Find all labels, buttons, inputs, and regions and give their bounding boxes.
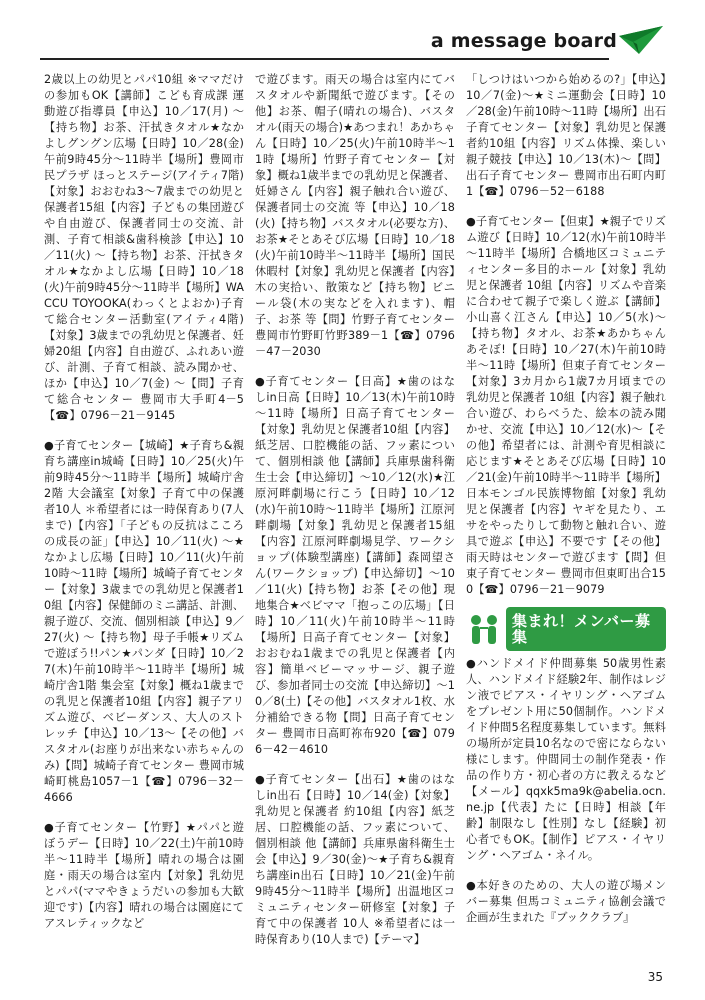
article-text: ●子育てセンター【城崎】★子育ち&親育ち講座in城崎【日時】10／25(火)午前9時45分～11時半【場所】城崎庁舎2階 大会議室【対象】子育て中の保護者10人 ＊希望者には一時保育あり(7人まで)【内容】「子どもの反抗はこころの成長の証」【申込】10／11(火) ～★なかよし広場【日時】10／11(火)午前10時～11時【場所】城崎子育てセンター【対象】3歳までの乳幼児と保護者10組【内容】保健師のミニ講話、計測、親子遊び、交流、個別相談【申込】9／27(火) ～【持ち物】母子手帳★リズムで遊ぼう!!パン★パンダ【日時】10／27(木)午前10時半～11時半【場所】城崎庁舎1階 集会室【対象】概ね1歳までの乳児と保護者10組【内容】親子アリズム遊び、ベビーダンス、大人のストレッチ【申込】10／13～【その他】バスタオル(お座りが出来ない赤ちゃんのみ)【問】城崎子育てセンター 豊岡市城崎町桃島1057－1【☎】0796－32－4666 [44,439,244,804]
banner-label: 集まれ！メンバー募集 [506,607,666,651]
page-number: 35 [647,970,663,984]
column-3 [466,72,666,940]
paper-plane-icon [619,26,663,54]
column-2 [255,72,455,962]
article-text: ●子育てセンター【但東】★親子でリズム遊び【日時】10／12(水)午前10時半～11時半【場所】合橋地区コミュニティセンター多目的ホール【対象】乳幼児と保護者 10組【内容】リズムや音楽に合わせて親子で楽しく遊ぶ【講師】小山喜く江さん【申込】10／5(水)～【持ち物】タオル、お茶★あかちゃんあそぼ!【日時】10／27(木)午前10時半～11時【場所】但東子育てセンター【対象】3カ月から1歳7カ月頃までの乳幼児と保護者 10組【内容】親子触れ合い遊び、わらべうた、絵本の読み聞かせ、交流【申込】10／12(水)～【その他】希望者には、計測や育児相談に応じます★そとあそび広場【日時】10／21(金)午前10時半～11時半【場所】日本モンゴル民族博物館【対象】乳幼児と保護者【内容】ヤギを見たり、エサをやったりして動物と触れ合い、遊具で遊ぶ【申込】不要です【その他】雨天時はセンターで遊びます【問】但東子育てセンター 豊岡市但東町出合150【☎】0796－21－9079 [466,215,666,596]
article-text: ●子育てセンター【出石】★歯のはなしin出石【日時】10／14(金)【対象】乳幼児と保護者 約10組【内容】紙芝居、口腔機能の話、フッ素について、個別相談 他【講師】兵庫県歯科衛生士会【申込】9／30(金)～★子育ち&親育ち講座in出石【日時】10／21(金)午前9時45分～11時半【場所】出温地区コミュニティセンター研修室【対象】子育て中の保護者 10人 ※希望者には一時保育あり(10人まで)【テーマ】 [255,773,455,946]
page-header [0,22,705,64]
article-text: ●子育てセンター【竹野】★パパと遊ぼうデー【日時】10／22(土)午前10時半～11時半【場所】晴れの場合は園庭・雨天の場合は室内【対象】乳幼児とパパ(ママやきょうだいの参加も大歓迎です)【内容】晴れの場合は園庭にてアスレティックなど [44,821,244,930]
column-1 [44,72,244,946]
article-text: 2歳以上の幼児とパパ10組 ※ママだけの参加もOK【講師】こども育成課 運動遊び指導員【申込】10／17(月) ～【持ち物】お茶、汗拭きタオル★なかよしグングン広場【日時】10／28(金) 午前9時45分～11時半【場所】豊岡市民プラザ ほっとステージ(アイティ7階)【対象】おおむね3～7歳までの幼児と保護者15組【内容】子どもの集団遊びや自由遊び、保護者同士の交流、計測、子育て相談&歯科検診【申込】10／11(火) ～【持ち物】お茶、汗拭きタオル★なかよし広場【日時】10／18(火)午前9時45分～11時半【場所】WACCU TOYOOKA(わっくとよおか)子育て総合センター活動室(アイティ4階)【対象】3歳までの乳幼児と保護者、妊婦20組【内容】自由遊び、ふれあい遊び、計測、子育て相談、読み聞かせ、ほか【申込】10／7(金) ～【問】子育て総合センター 豊岡市大手町4－5【☎】0796－21－9145 [44,73,244,422]
header-title: a message board [430,30,617,52]
article-text: ●ハンドメイド仲間募集 50歳男性素人、ハンドメイド経験2年、制作はレジン液でピアス・イヤリング・ヘアゴムをプレゼント用に50個制作。ハンドメイド仲間5名程度募集しています。無料の場所が定員10名なので密にならない様にします。仲間同士の制作発表・作品の作り方・初心者の方に教えるなど【メール】qqxk5ma9k@abelia.ocn.ne.jp【代表】たに【日時】相談【年齢】制限なし【性別】なし【経験】初心者でもOK。【制作】ピアス・イヤリング・ヘアゴム・ネイル。 [466,657,666,862]
member-recruit-banner [466,612,666,646]
article-text: ●子育てセンター【日高】★歯のはなしin日高【日時】10／13(木)午前10時～11時【場所】日高子育てセンター【対象】乳幼児と保護者10組【内容】紙芝居、口腔機能の話、フッ素について、個別相談 他【講師】兵庫県歯科衛生士会【申込締切】～10／12(水)★江原河畔劇場に行こう【日時】10／12(水)午前10時～11時半【場所】江原河畔劇場【対象】乳幼児と保護者15組【内容】江原河畔劇場見学、ワークショップ(体験型講座)【講師】森岡望さん(ワークショップ)【申込締切】～10／11(火)【持ち物】お茶【その他】現地集合★ベビママ「抱っこの広場」【日時】10／11(火)午前10時半～11時【場所】日高子育てセンター【対象】おおむね1歳までの乳児と保護者【内容】簡単ベビーマッサージ、親子遊び、参加者同士の交流【申込締切】～10／8(土)【その他】バスタオル1枚、水分補給できる物【問】日高子育てセンター 豊岡市日高町祢布920【☎】0796－42－4610 [255,375,455,756]
article-text: ●本好きのための、大人の遊び場メンバー募集 但馬コミュニティ協創会議で企画が生まれた『ブッククラブ』 [466,879,666,924]
people-icon [466,612,506,646]
article-text: 「しつけはいつから始めるの?」【申込】10／7(金)～★ミニ運動会【日時】10／28(金)午前10時～11時【場所】出石子育てセンター【対象】乳幼児と保護者約10組【内容】リズム体操、楽しい親子競技【申込】10／13(木)～【問】出石子育てセンター 豊岡市出石町内町1【☎】0796－52－6188 [466,73,666,198]
article-text: で遊びます。雨天の場合は室内にてバスタオルや新聞紙で遊びます。【その他】お茶、帽子(晴れの場合)、バスタオル(雨天の場合)★あつまれ！あかちゃん【日時】10／25(火)午前10時半～11時【場所】竹野子育てセンター【対象】概ね1歳半までの乳幼児と保護者、妊婦さん【内容】親子触れ合い遊び、保護者同士の交流 等【申込】10／18(火)【持ち物】バスタオル(必要な方)、お茶★そとあそび広場【日時】10／18(火)午前10時半～11時半【場所】国民休暇村【対象】乳幼児と保護者【内容】木の実拾い、散策など【持ち物】ビニール袋(木の実などを入れます)、帽子、お茶 等【問】竹野子育てセンター 豊岡市竹野町竹野389－1【☎】0796－47－2030 [255,73,455,358]
header-rule [40,58,609,60]
